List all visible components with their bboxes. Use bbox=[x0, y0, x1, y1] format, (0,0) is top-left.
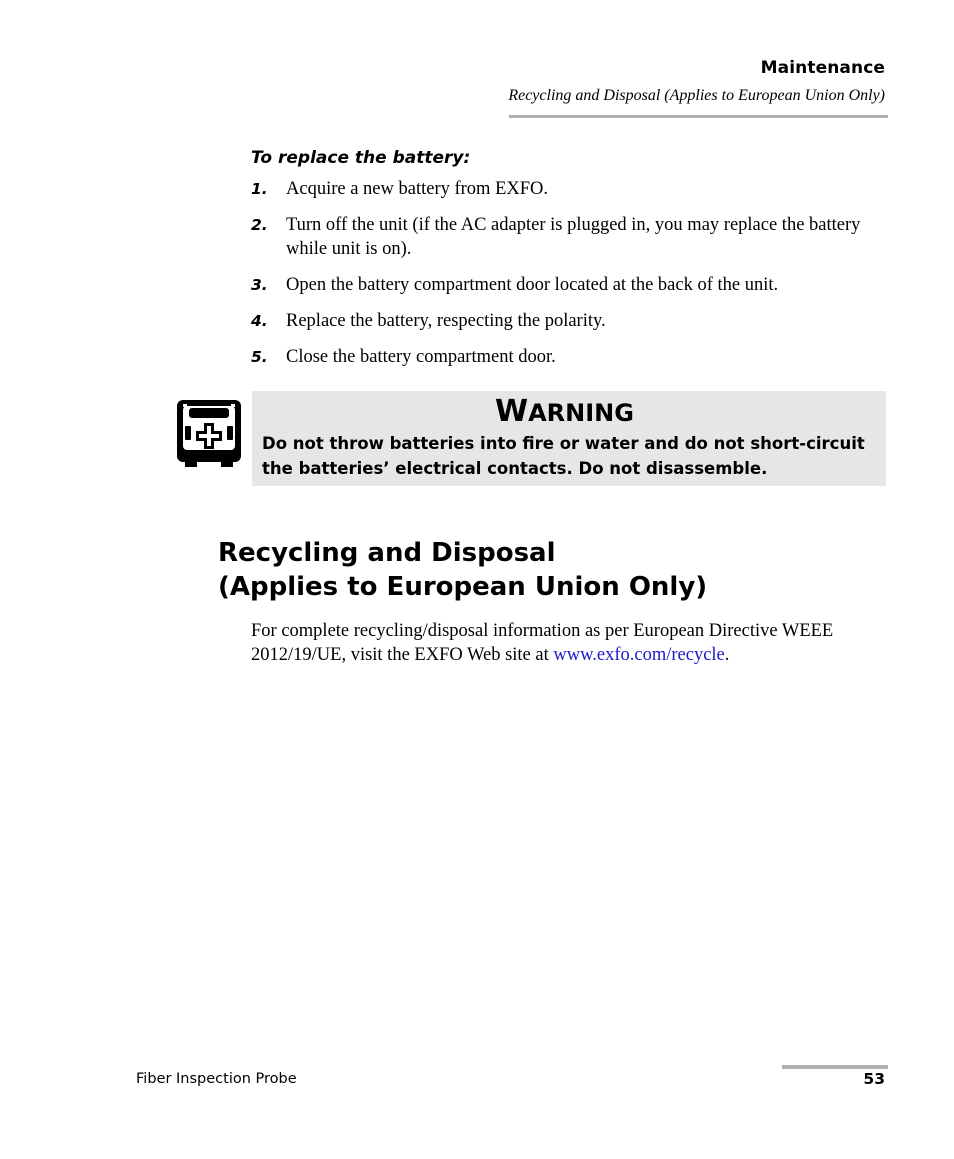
paragraph-end: . bbox=[724, 645, 730, 665]
warning-text: Do not throw batteries into fire or water and do not short-circuit the batteries’ electrical contacts. Do not disassemble. bbox=[262, 434, 865, 478]
section-title-line1: Recycling and Disposal bbox=[218, 538, 556, 568]
warning-heading-initial: W bbox=[495, 394, 529, 429]
step-number: 4. bbox=[251, 312, 268, 330]
warning-heading bbox=[495, 394, 634, 429]
section-title-line2: (Applies to European Union Only) bbox=[218, 572, 708, 602]
step-number: 1. bbox=[251, 180, 268, 198]
step-text: Acquire a new battery from EXFO. bbox=[286, 179, 548, 199]
warning-box bbox=[252, 391, 886, 486]
section-title bbox=[218, 536, 707, 604]
header-section-title: Recycling and Disposal (Applies to European Union Only) bbox=[508, 87, 885, 104]
step-text: Turn off the unit (if the AC adapter is plugged in, you may replace the battery while unit is on). bbox=[286, 215, 861, 259]
recycling-paragraph bbox=[251, 619, 891, 667]
footer-product-name: Fiber Inspection Probe bbox=[136, 1071, 297, 1087]
step-number: 3. bbox=[251, 276, 268, 294]
step-number: 5. bbox=[251, 348, 268, 366]
footer-rule bbox=[782, 1065, 888, 1069]
page-number: 53 bbox=[863, 1070, 885, 1088]
procedure-title: To replace the battery: bbox=[251, 148, 471, 168]
header-chapter-title: Maintenance bbox=[760, 58, 885, 78]
header-rule bbox=[509, 115, 888, 118]
recycle-link[interactable]: www.exfo.com/recycle bbox=[553, 645, 725, 665]
step-text: Close the battery compartment door. bbox=[286, 347, 556, 367]
ambulance-warning-icon bbox=[175, 398, 243, 468]
step-number: 2. bbox=[251, 216, 268, 234]
step-text: Replace the battery, respecting the polarity. bbox=[286, 311, 606, 331]
step-text: Open the battery compartment door located at the back of the unit. bbox=[286, 275, 779, 295]
paragraph-text: For complete recycling/disposal information as per European Directive WEEE 2012/19/UE, visit the EXFO Web site at bbox=[251, 621, 834, 665]
warning-heading-rest: ARNING bbox=[528, 399, 634, 427]
